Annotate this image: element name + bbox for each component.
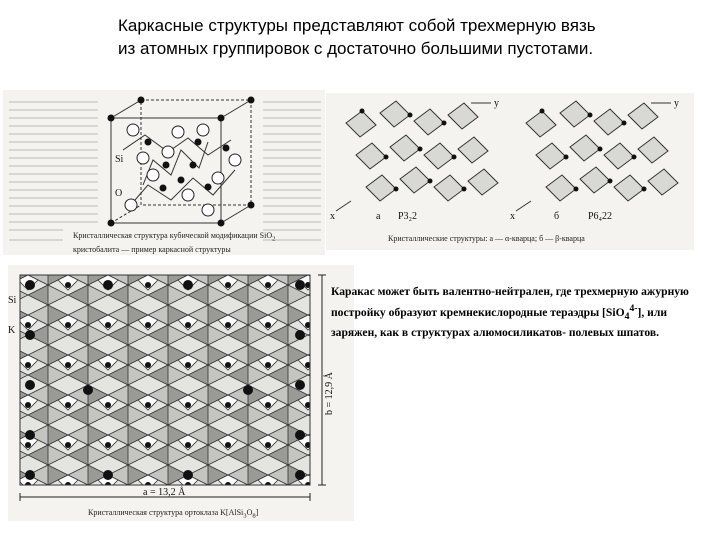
- body-superscript: 4-: [629, 302, 638, 314]
- o-label: O: [115, 188, 123, 199]
- orthoclase-caption-mid: O: [246, 508, 253, 517]
- cristobalite-caption-sub: 2: [272, 235, 276, 243]
- cristobalite-caption-line-1: Кристаллическая структура кубической модификации SiO: [73, 231, 273, 240]
- orthoclase-label-k: K: [8, 325, 16, 336]
- title-line-2: из атомных группировок с достаточно большими пустотами.: [118, 39, 594, 58]
- quartz-figure: [326, 93, 694, 250]
- quartz-structures-diagram: [326, 93, 694, 250]
- title-line-1: Каркасные структуры представляют собой трехмерную вязь: [118, 16, 596, 35]
- quartz-a-axis-x: x: [330, 211, 335, 222]
- orthoclase-caption-sub2: 8: [252, 512, 256, 520]
- orthoclase-label-b: b = 12,9 Å: [324, 372, 335, 415]
- slide-title: [118, 14, 678, 60]
- quartz-label-a: а: [376, 211, 381, 222]
- orthoclase-caption-suffix: ]: [255, 508, 259, 517]
- quartz-b-axis-y: y: [674, 98, 679, 109]
- orthoclase-caption-prefix: Кристаллическая структура ортоклаза K[AlSi: [88, 508, 244, 517]
- orthoclase-figure: [8, 265, 354, 521]
- orthoclase-label-si: Si: [8, 295, 17, 306]
- orthoclase-caption: [88, 508, 348, 521]
- si-label: Si: [115, 154, 124, 165]
- body-text-b: ], или заряжен, как в структурах алюмосиликатов- полевых шпатов.: [331, 305, 668, 340]
- quartz-group-a: P3₂2: [398, 211, 418, 222]
- body-paragraph: [331, 284, 716, 342]
- quartz-caption: Кристаллические структуры: а — α-кварца; б — β-кварца: [388, 234, 585, 243]
- cristobalite-figure: [3, 90, 325, 255]
- orthoclase-structure-diagram: [8, 265, 354, 521]
- quartz-a-axis-y: y: [494, 98, 499, 109]
- quartz-group-b: P6₄22: [588, 211, 613, 222]
- body-subscript: 4: [624, 310, 630, 322]
- body-text-a: Каракас может быть валентно-нейтрален, где трехмерную ажурную постройку образуют кремнекислородные тераэдры [SiO: [331, 285, 689, 319]
- orthoclase-label-a: a = 13,2 Å: [143, 487, 186, 498]
- cristobalite-caption: [73, 231, 323, 255]
- cristobalite-caption-line-2: кристобалита — пример каркасной структуры: [73, 244, 231, 254]
- quartz-label-b: б: [554, 211, 560, 222]
- quartz-b-axis-x: x: [510, 211, 515, 222]
- orthoclase-caption-sub1: 3: [243, 512, 247, 520]
